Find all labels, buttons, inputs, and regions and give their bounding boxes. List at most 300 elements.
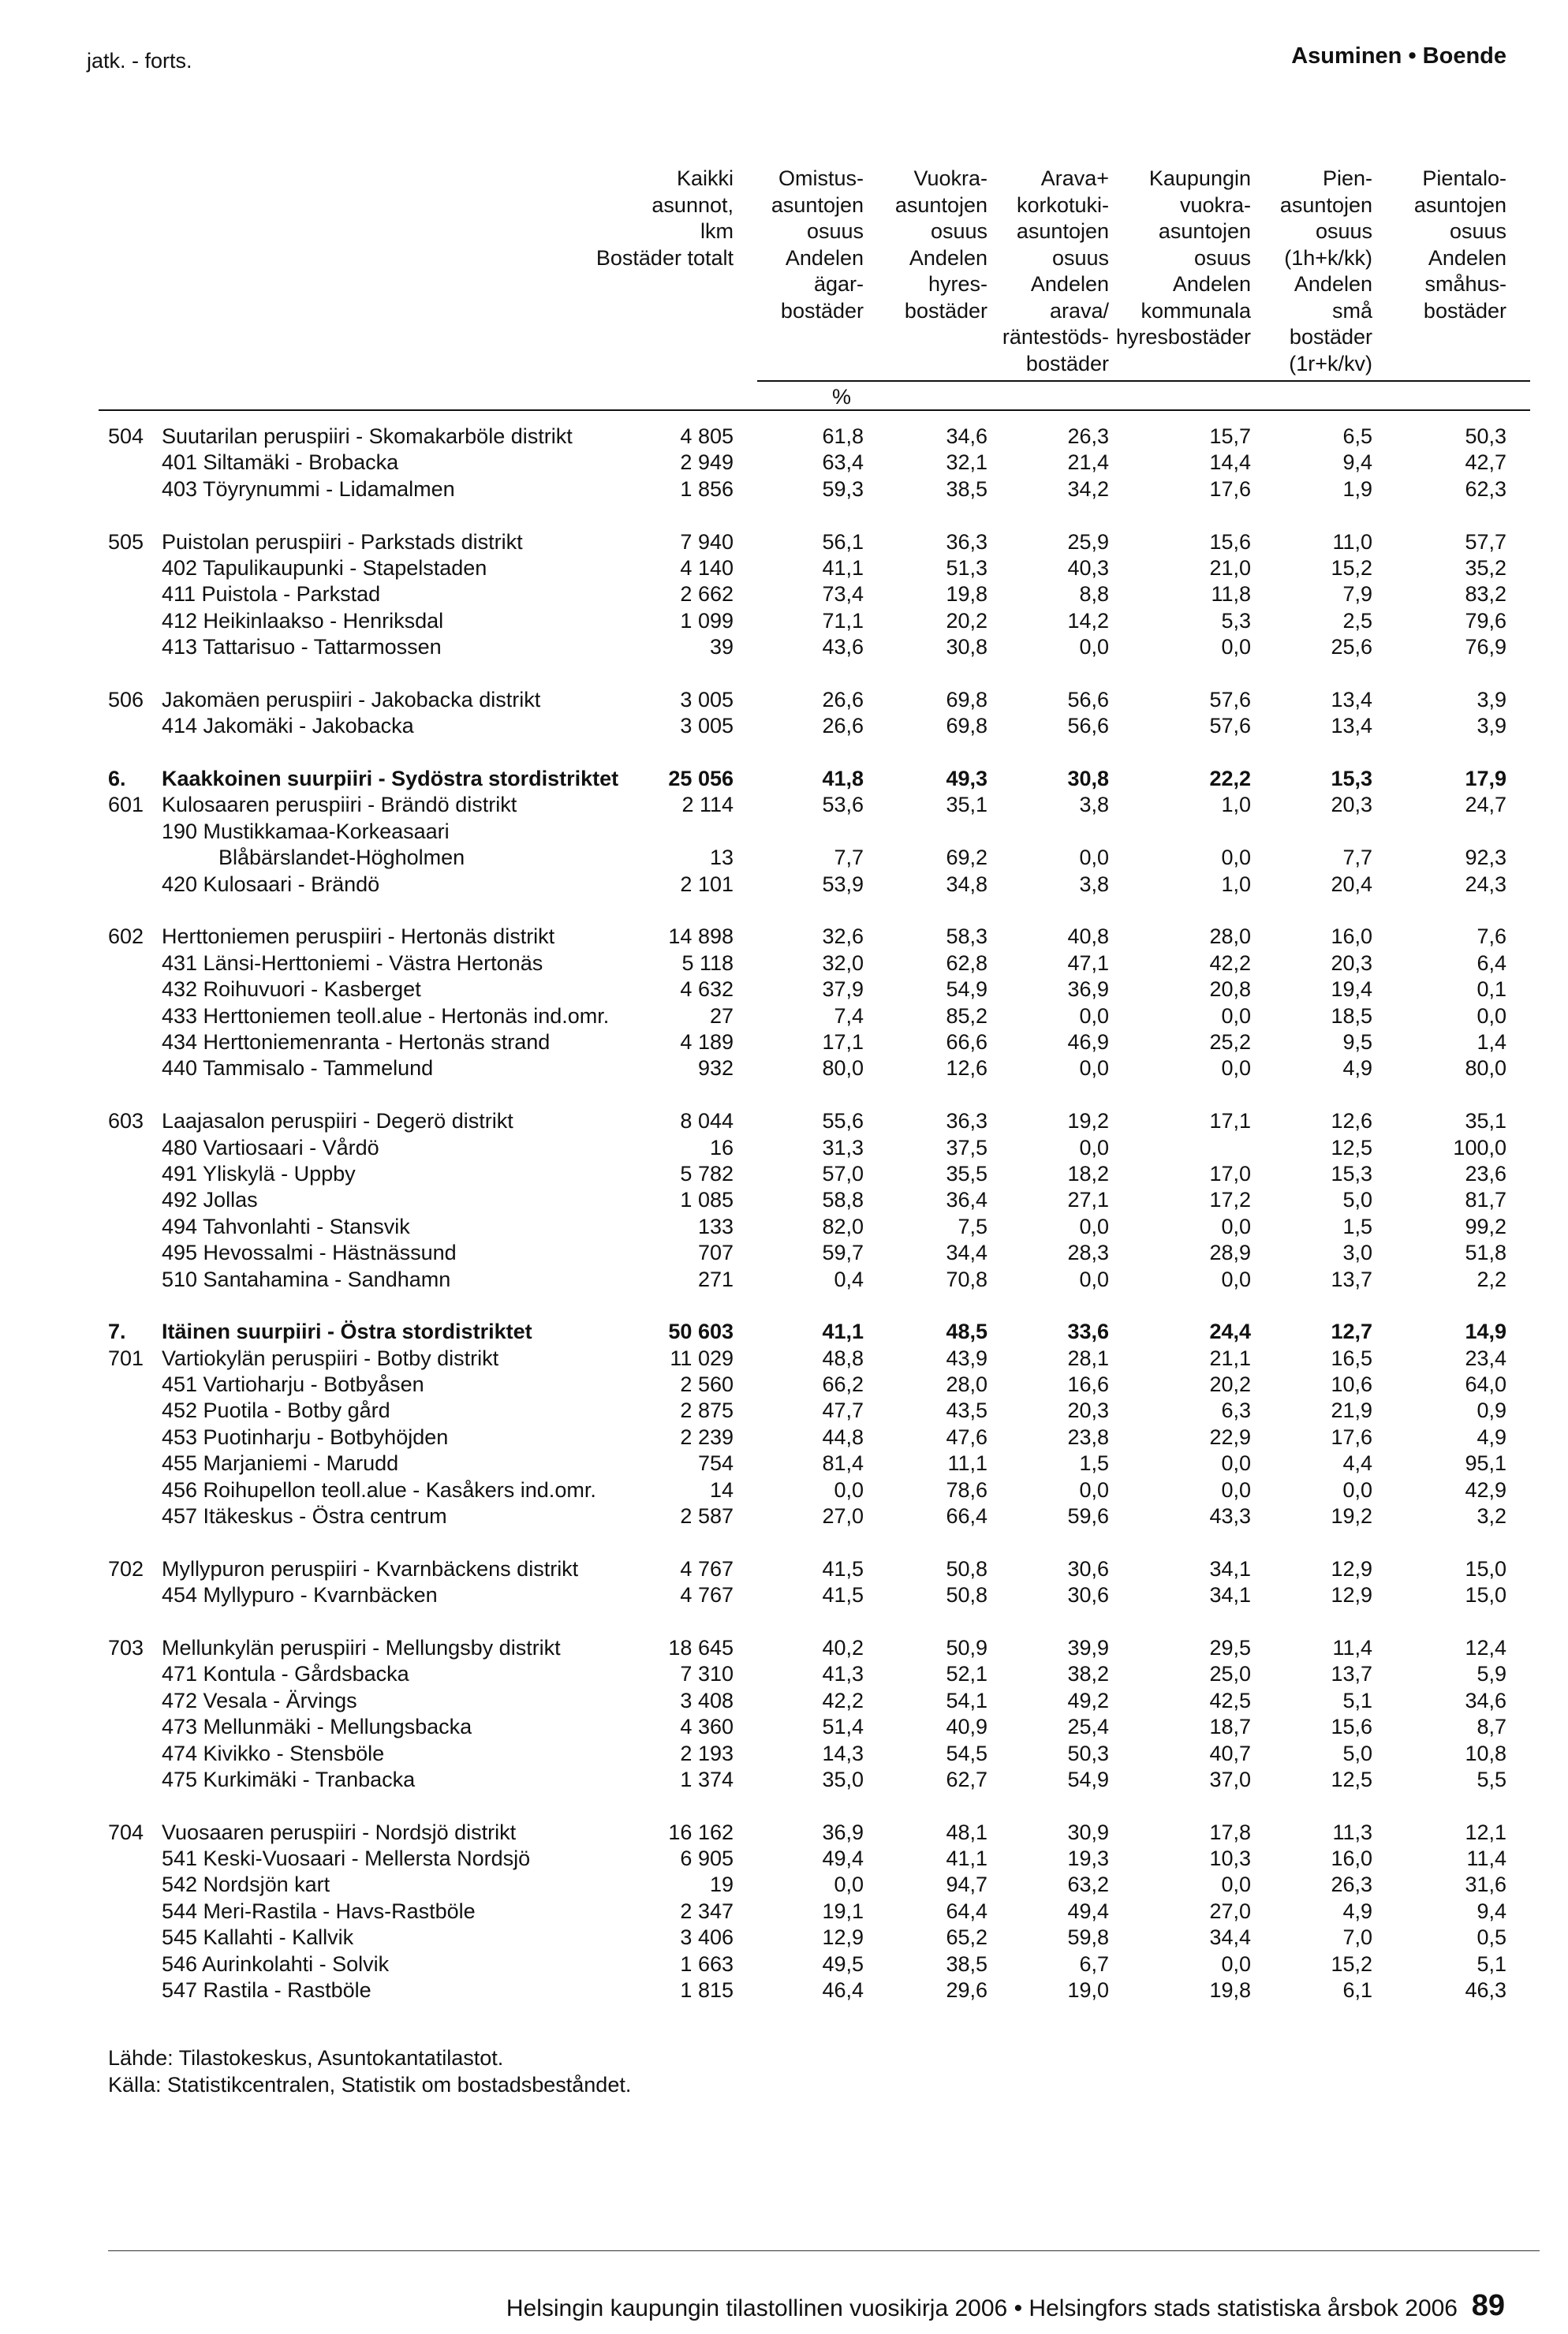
cell-value: 6 905 <box>680 1847 734 1871</box>
cell-value: 6,1 <box>1342 1978 1372 2003</box>
district-code: 702 <box>108 1556 144 1581</box>
district-name: 190 Mustikkamaa-Korkeasaari <box>162 819 450 843</box>
section-title: Asuminen • Boende <box>1291 43 1506 69</box>
footer-rule <box>108 2250 1540 2251</box>
cell-value: 17,6 <box>1209 476 1251 501</box>
cell-value: 40,9 <box>946 1715 987 1739</box>
row-spacer <box>0 1293 1568 1319</box>
cell-value: 30,9 <box>1067 1820 1109 1844</box>
cell-value: 27 <box>709 1003 734 1028</box>
cell-value: 42,7 <box>1465 450 1506 475</box>
cell-value: 0,0 <box>1477 1003 1506 1028</box>
cell-value: 0,4 <box>834 1267 864 1291</box>
cell-value: 41,5 <box>822 1583 864 1608</box>
cell-value: 0,0 <box>1221 1873 1251 1897</box>
cell-value: 48,5 <box>946 1320 987 1344</box>
cell-value: 64,4 <box>946 1899 987 1923</box>
district-name: Kaakkoinen suurpiiri - Sydöstra stordistriktet <box>162 767 619 791</box>
cell-value: 2 560 <box>680 1372 734 1397</box>
cell-value: 14 <box>709 1477 734 1502</box>
cell-value: 16,0 <box>1331 924 1372 949</box>
cell-value: 49,4 <box>1067 1899 1109 1923</box>
district-name: 434 Herttoniemenranta - Hertonäs strand <box>162 1029 551 1054</box>
column-header-line: asuntojen <box>1158 219 1251 243</box>
cell-value: 0,0 <box>1079 1056 1109 1081</box>
cell-value: 4,9 <box>1342 1899 1372 1923</box>
cell-value: 3 406 <box>680 1925 734 1950</box>
cell-value: 20,3 <box>1331 950 1372 975</box>
cell-value: 7,0 <box>1342 1925 1372 1950</box>
cell-value: 65,2 <box>946 1925 987 1950</box>
cell-value: 20,3 <box>1331 793 1372 817</box>
cell-value: 26,6 <box>822 714 864 738</box>
column-header-line: bostäder <box>1423 298 1506 323</box>
district-name: 413 Tattarisuo - Tattarmossen <box>162 635 442 659</box>
cell-value: 80,0 <box>822 1056 864 1081</box>
cell-value: 19,2 <box>1067 1109 1109 1133</box>
cell-value: 35,0 <box>822 1767 864 1791</box>
cell-value: 14,9 <box>1465 1320 1506 1344</box>
cell-value: 0,0 <box>1221 1951 1251 1976</box>
district-code: 7. <box>108 1320 126 1344</box>
cell-value: 54,5 <box>946 1741 987 1765</box>
cell-value: 1 856 <box>680 476 734 501</box>
district-name: 403 Töyrynummi - Lidamalmen <box>162 476 455 501</box>
district-name: 541 Keski-Vuosaari - Mellersta Nordsjö <box>162 1847 531 1871</box>
cell-value: 0,5 <box>1477 1925 1506 1950</box>
district-name: 510 Santahamina - Sandhamn <box>162 1267 451 1291</box>
cell-value: 34,1 <box>1209 1556 1251 1581</box>
cell-value: 19,0 <box>1067 1978 1109 2003</box>
cell-value: 13,7 <box>1331 1267 1372 1291</box>
cell-value: 28,3 <box>1067 1241 1109 1265</box>
cell-value: 6,4 <box>1477 950 1506 975</box>
district-name: 474 Kivikko - Stensböle <box>162 1741 385 1765</box>
cell-value: 2,5 <box>1342 608 1372 633</box>
cell-value: 41,1 <box>822 1320 864 1344</box>
cell-value: 21,4 <box>1067 450 1109 475</box>
cell-value: 54,1 <box>946 1688 987 1712</box>
cell-value: 62,8 <box>946 950 987 975</box>
column-header-line: Andelen <box>1428 245 1506 270</box>
column-header-line: hyresbostäder <box>1115 325 1251 349</box>
cell-value: 56,1 <box>822 529 864 554</box>
cell-value: 0,0 <box>1342 1477 1372 1502</box>
column-header-line: asuntojen <box>1279 192 1372 217</box>
column-header-line: (1r+k/kv) <box>1289 351 1372 375</box>
table-row <box>0 687 1568 713</box>
cell-value: 18,7 <box>1209 1715 1251 1739</box>
cell-value: 4 767 <box>680 1556 734 1581</box>
column-header-line: korkotuki- <box>1016 192 1109 217</box>
cell-value: 13,4 <box>1331 687 1372 711</box>
district-name: Itäinen suurpiiri - Östra stordistriktet <box>162 1320 532 1344</box>
cell-value: 3,2 <box>1477 1504 1506 1529</box>
district-name: 431 Länsi-Herttoniemi - Västra Hertonäs <box>162 950 543 975</box>
column-header-line: ägar- <box>813 272 864 296</box>
cell-value: 27,0 <box>822 1504 864 1529</box>
cell-value: 76,9 <box>1465 635 1506 659</box>
cell-value: 0,0 <box>1079 635 1109 659</box>
cell-value: 9,5 <box>1342 1029 1372 1054</box>
cell-value: 7,4 <box>834 1003 864 1028</box>
cell-value: 5,0 <box>1342 1188 1372 1212</box>
table-row <box>0 1741 1568 1767</box>
cell-value: 1,4 <box>1477 1029 1506 1054</box>
district-name: 440 Tammisalo - Tammelund <box>162 1056 434 1081</box>
cell-value: 5,1 <box>1342 1688 1372 1712</box>
cell-value: 21,1 <box>1209 1346 1251 1370</box>
cell-value: 2,2 <box>1477 1267 1506 1291</box>
table-row <box>0 1767 1568 1793</box>
cell-value: 35,2 <box>1465 555 1506 580</box>
table-row <box>0 1688 1568 1714</box>
table-row <box>0 1477 1568 1503</box>
cell-value: 70,8 <box>946 1267 987 1291</box>
cell-value: 69,8 <box>946 714 987 738</box>
cell-value: 25,0 <box>1209 1662 1251 1686</box>
cell-value: 0,0 <box>1221 1267 1251 1291</box>
table-row <box>0 845 1568 871</box>
column-header-line: bostäder <box>1025 351 1109 375</box>
cell-value: 44,8 <box>822 1425 864 1449</box>
table-row <box>0 1055 1568 1081</box>
cell-value: 17,1 <box>1209 1109 1251 1133</box>
table-row <box>0 872 1568 898</box>
cell-value: 42,5 <box>1209 1688 1251 1712</box>
column-header-c5 <box>1280 166 1372 377</box>
cell-value: 85,2 <box>946 1003 987 1028</box>
cell-value: 50,3 <box>1067 1741 1109 1765</box>
table-row <box>0 1372 1568 1398</box>
cell-value: 39 <box>709 635 734 659</box>
cell-value: 37,0 <box>1209 1767 1251 1791</box>
cell-value: 15,7 <box>1209 424 1251 448</box>
cell-value: 0,9 <box>1477 1399 1506 1423</box>
column-header-line: Pien- <box>1322 166 1372 190</box>
cell-value: 13,4 <box>1331 714 1372 738</box>
cell-value: 50,3 <box>1465 424 1506 448</box>
district-name: 544 Meri-Rastila - Havs-Rastböle <box>162 1899 476 1923</box>
cell-value: 71,1 <box>822 608 864 633</box>
column-header-line: Kaupungin <box>1148 166 1251 190</box>
cell-value: 36,4 <box>946 1188 987 1212</box>
cell-value: 1 099 <box>680 608 734 633</box>
table-row <box>0 1214 1568 1240</box>
cell-value: 42,9 <box>1465 1477 1506 1502</box>
cell-value: 32,1 <box>946 450 987 475</box>
cell-value: 25,9 <box>1067 529 1109 554</box>
cell-value: 2 347 <box>680 1899 734 1923</box>
cell-value: 2 193 <box>680 1741 734 1765</box>
cell-value: 0,0 <box>1221 846 1251 870</box>
cell-value: 932 <box>697 1056 734 1081</box>
cell-value: 51,8 <box>1465 1241 1506 1265</box>
district-name: 494 Tahvonlahti - Stansvik <box>162 1214 410 1238</box>
cell-value: 30,6 <box>1067 1583 1109 1608</box>
cell-value: 133 <box>697 1214 734 1238</box>
cell-value: 34,6 <box>946 424 987 448</box>
row-spacer <box>0 661 1568 687</box>
district-name: 456 Roihupellon teoll.alue - Kasåkers ind.omr. <box>162 1477 596 1502</box>
cell-value: 30,8 <box>946 635 987 659</box>
row-spacer <box>0 898 1568 924</box>
cell-value: 16 <box>709 1135 734 1160</box>
table-top-rule <box>99 409 1530 411</box>
cell-value: 50,8 <box>946 1556 987 1581</box>
cell-value: 49,5 <box>822 1951 864 1976</box>
district-name: 472 Vesala - Ärvings <box>162 1688 357 1712</box>
column-header-line: Pientalo- <box>1422 166 1506 190</box>
table-row <box>0 1425 1568 1451</box>
table-row <box>0 1161 1568 1187</box>
district-code: 505 <box>108 529 144 554</box>
table-row <box>0 924 1568 950</box>
district-name: 457 Itäkeskus - Östra centrum <box>162 1504 447 1529</box>
row-spacer <box>0 1082 1568 1108</box>
table-row <box>0 529 1568 555</box>
cell-value: 0,0 <box>1079 1214 1109 1238</box>
cell-value: 19,8 <box>1209 1978 1251 2003</box>
cell-value: 10,3 <box>1209 1847 1251 1871</box>
cell-value: 5 118 <box>681 950 734 975</box>
district-name: 433 Herttoniemen teoll.alue - Hertonäs ind.omr. <box>162 1003 610 1028</box>
cell-value: 12,5 <box>1331 1767 1372 1791</box>
row-spacer <box>0 740 1568 766</box>
column-header-c2 <box>895 166 987 324</box>
cell-value: 57,0 <box>822 1161 864 1186</box>
column-header-line: asuntojen <box>894 192 987 217</box>
column-header-line: lkm <box>700 219 734 243</box>
cell-value: 2 875 <box>680 1399 734 1423</box>
footer-text: Helsingin kaupungin tilastollinen vuosikirja 2006 • Helsingfors stads statistiska årsbok 2006 <box>506 2295 1458 2321</box>
table-row <box>0 1977 1568 2004</box>
cell-value: 0,0 <box>1079 1003 1109 1028</box>
column-header-line: bostäder <box>780 298 864 323</box>
cell-value: 3,9 <box>1477 714 1506 738</box>
cell-value: 4 189 <box>680 1029 734 1054</box>
table-row <box>0 450 1568 476</box>
cell-value: 28,1 <box>1067 1346 1109 1370</box>
row-spacer <box>0 1793 1568 1819</box>
table-row <box>0 766 1568 792</box>
cell-value: 50,8 <box>946 1583 987 1608</box>
table-row <box>0 476 1568 502</box>
cell-value: 12,7 <box>1331 1320 1372 1344</box>
cell-value: 43,9 <box>946 1346 987 1370</box>
cell-value: 57,7 <box>1465 529 1506 554</box>
cell-value: 7,7 <box>1342 846 1372 870</box>
cell-value: 58,8 <box>822 1188 864 1212</box>
cell-value: 34,2 <box>1067 476 1109 501</box>
cell-value: 47,6 <box>946 1425 987 1449</box>
cell-value: 4 140 <box>680 555 734 580</box>
cell-value: 56,6 <box>1067 714 1109 738</box>
cell-value: 18 645 <box>668 1635 734 1660</box>
cell-value: 23,6 <box>1465 1161 1506 1186</box>
cell-value: 73,4 <box>822 582 864 607</box>
column-header-line: småhus- <box>1424 272 1506 296</box>
cell-value: 19,8 <box>946 582 987 607</box>
column-header-line: Bostäder totalt <box>595 245 734 270</box>
cell-value: 66,2 <box>822 1372 864 1397</box>
cell-value: 12,9 <box>822 1925 864 1950</box>
cell-value: 50,9 <box>946 1635 987 1660</box>
district-name: 492 Jollas <box>162 1188 258 1212</box>
cell-value: 25,6 <box>1331 635 1372 659</box>
cell-value: 81,7 <box>1465 1188 1506 1212</box>
cell-value: 16,5 <box>1331 1346 1372 1370</box>
cell-value: 38,2 <box>1067 1662 1109 1686</box>
cell-value: 5 782 <box>680 1161 734 1186</box>
column-header-line: osuus <box>1051 245 1109 270</box>
cell-value: 20,8 <box>1209 977 1251 1002</box>
cell-value: 56,6 <box>1067 687 1109 711</box>
cell-value: 14,4 <box>1209 450 1251 475</box>
cell-value: 6,7 <box>1079 1951 1109 1976</box>
column-header-line: Andelen <box>1294 272 1372 296</box>
cell-value: 20,2 <box>1209 1372 1251 1397</box>
cell-value: 18,5 <box>1331 1003 1372 1028</box>
table-row <box>0 1635 1568 1661</box>
district-name: 451 Vartioharju - Botbyåsen <box>162 1372 424 1397</box>
cell-value: 1 085 <box>680 1188 734 1212</box>
cell-value: 0,0 <box>1221 1477 1251 1502</box>
cell-value: 707 <box>697 1241 734 1265</box>
cell-value: 6,5 <box>1342 424 1372 448</box>
cell-value: 10,8 <box>1465 1741 1506 1765</box>
cell-value: 17,0 <box>1209 1161 1251 1186</box>
district-name: 546 Aurinkolahti - Solvik <box>162 1951 390 1976</box>
cell-value: 25,2 <box>1209 1029 1251 1054</box>
cell-value: 5,9 <box>1477 1662 1506 1686</box>
district-name: 454 Myllypuro - Kvarnbäcken <box>162 1583 438 1608</box>
cell-value: 54,9 <box>1067 1767 1109 1791</box>
district-name: 471 Kontula - Gårdsbacka <box>162 1662 409 1686</box>
district-name: 401 Siltamäki - Brobacka <box>162 450 399 475</box>
cell-value: 16,0 <box>1331 1847 1372 1871</box>
district-code: 703 <box>108 1635 144 1660</box>
cell-value: 7 940 <box>680 529 734 554</box>
row-spacer <box>0 1529 1568 1555</box>
cell-value: 47,7 <box>822 1399 864 1423</box>
cell-value: 15,3 <box>1331 1161 1372 1186</box>
cell-value: 17,2 <box>1209 1188 1251 1212</box>
table-row <box>0 1187 1568 1213</box>
cell-value: 52,1 <box>946 1662 987 1686</box>
cell-value: 28,9 <box>1209 1241 1251 1265</box>
cell-value: 12,9 <box>1331 1556 1372 1581</box>
cell-value: 34,4 <box>1209 1925 1251 1950</box>
cell-value: 53,6 <box>822 793 864 817</box>
continued-label: jatk. - forts. <box>87 49 192 73</box>
cell-value: 19,2 <box>1331 1504 1372 1529</box>
cell-value: 11,0 <box>1332 529 1372 554</box>
cell-value: 30,8 <box>1067 767 1109 791</box>
cell-value: 41,3 <box>822 1662 864 1686</box>
cell-value: 0,0 <box>834 1477 864 1502</box>
cell-value: 12,4 <box>1465 1635 1506 1660</box>
cell-value: 14 898 <box>668 924 734 949</box>
column-header-c0 <box>596 166 734 271</box>
column-header-line: (1h+k/kk) <box>1284 245 1372 270</box>
cell-value: 11,4 <box>1332 1635 1372 1660</box>
cell-value: 19 <box>709 1873 734 1897</box>
cell-value: 8,7 <box>1477 1715 1506 1739</box>
cell-value: 22,2 <box>1209 767 1251 791</box>
column-header-line: Andelen <box>785 245 864 270</box>
cell-value: 34,8 <box>946 872 987 896</box>
cell-value: 2 587 <box>680 1504 734 1529</box>
district-code: 603 <box>108 1109 144 1133</box>
column-header-line: små <box>1331 298 1372 323</box>
cell-value: 83,2 <box>1465 582 1506 607</box>
cell-value: 2 101 <box>680 872 734 896</box>
cell-value: 40,8 <box>1067 924 1109 949</box>
column-header-c3 <box>1002 166 1109 377</box>
district-code: 506 <box>108 687 144 711</box>
cell-value: 63,4 <box>822 450 864 475</box>
cell-value: 25 056 <box>668 767 734 791</box>
table-row <box>0 950 1568 977</box>
cell-value: 43,5 <box>946 1399 987 1423</box>
column-header-line: asuntojen <box>1016 219 1109 243</box>
cell-value: 36,9 <box>1067 977 1109 1002</box>
cell-value: 0,0 <box>1221 1003 1251 1028</box>
table-row <box>0 1240 1568 1266</box>
cell-value: 31,6 <box>1465 1873 1506 1897</box>
cell-value: 92,3 <box>1465 846 1506 870</box>
cell-value: 43,3 <box>1209 1504 1251 1529</box>
cell-value: 17,9 <box>1465 767 1506 791</box>
cell-value: 26,3 <box>1331 1873 1372 1897</box>
cell-value: 1 663 <box>680 1951 734 1976</box>
column-header-c1 <box>771 166 864 324</box>
cell-value: 3 005 <box>680 714 734 738</box>
cell-value: 15,6 <box>1331 1715 1372 1739</box>
district-name: 432 Roihuvuori - Kasberget <box>162 977 421 1002</box>
cell-value: 48,8 <box>822 1346 864 1370</box>
table-row <box>0 424 1568 450</box>
district-name: Vuosaaren peruspiiri - Nordsjö distrikt <box>162 1820 517 1844</box>
cell-value: 41,1 <box>946 1847 987 1871</box>
column-header-line: Kaikki <box>676 166 734 190</box>
cell-value: 14,3 <box>822 1741 864 1765</box>
cell-value: 95,1 <box>1465 1451 1506 1476</box>
cell-value: 37,5 <box>946 1135 987 1160</box>
source-fi: Lähde: Tilastokeskus, Asuntokantatilastot. <box>108 2046 504 2070</box>
cell-value: 5,3 <box>1221 608 1251 633</box>
district-name: 453 Puotinharju - Botbyhöjden <box>162 1425 449 1449</box>
cell-value: 42,2 <box>1209 950 1251 975</box>
cell-value: 12,9 <box>1331 1583 1372 1608</box>
district-name: Blåbärslandet-Högholmen <box>218 846 465 870</box>
district-code: 602 <box>108 924 144 949</box>
column-header-line: osuus <box>806 219 864 243</box>
column-header-line: Arava+ <box>1040 166 1109 190</box>
cell-value: 25,4 <box>1067 1715 1109 1739</box>
cell-value: 5,1 <box>1477 1951 1506 1976</box>
table-row <box>0 792 1568 818</box>
cell-value: 1,0 <box>1221 793 1251 817</box>
cell-value: 24,7 <box>1465 793 1506 817</box>
district-name: Herttoniemen peruspiiri - Hertonäs distrikt <box>162 924 555 949</box>
column-header-line: hyres- <box>928 272 987 296</box>
cell-value: 19,4 <box>1331 977 1372 1002</box>
cell-value: 36,9 <box>822 1820 864 1844</box>
district-name: 495 Hevossalmi - Hästnässund <box>162 1241 457 1265</box>
cell-value: 47,1 <box>1067 950 1109 975</box>
